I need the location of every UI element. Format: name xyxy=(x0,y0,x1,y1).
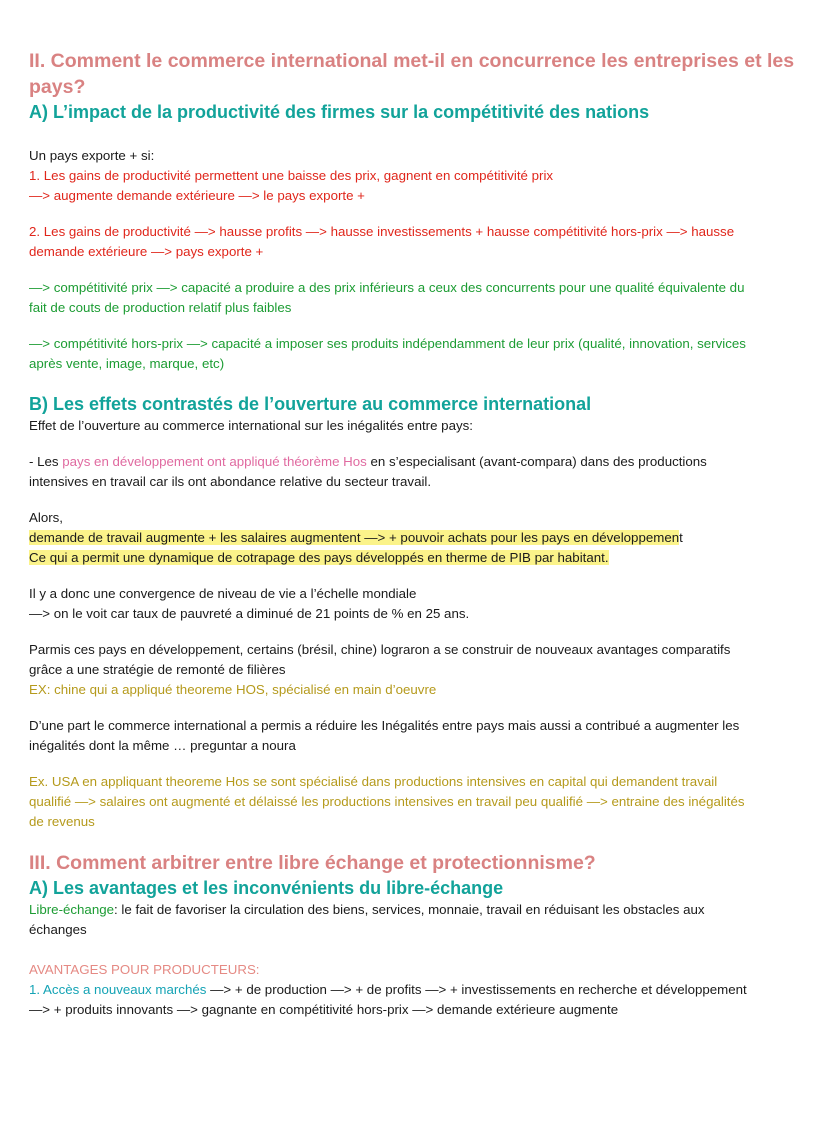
parmis-line-2: grâce a une stratégie de remonté de filières xyxy=(29,662,286,677)
convergence-line-1: Il y a donc une convergence de niveau de vie a l’échelle mondiale xyxy=(29,586,417,601)
effects-intro: Effet de l’ouverture au commerce international sur les inégalités entre pays: xyxy=(29,418,473,433)
section-2-title: II. Comment le commerce international met-il en concurrence les entreprises et les pays? xyxy=(29,50,795,98)
convergence-line-2: —> on le voit car taux de pauvreté a diminué de 21 points de % en 25 ans. xyxy=(29,606,470,621)
item-1-line-2: —> augmente demande extérieure —> le pays exporte + xyxy=(29,188,365,203)
advantage-1-label: 1. Accès a nouveaux marchés xyxy=(29,982,207,997)
pays-dev-prefix: - Les xyxy=(29,454,63,469)
pays-dev-suffix: en s’especialisant (avant-compara) dans des productions xyxy=(366,454,707,469)
def-hors-prix-line-2: après vente, image, marque, etc) xyxy=(29,356,225,371)
example-usa-line-3: de revenus xyxy=(29,814,95,829)
item-2-line-2: demande extérieure —> pays exporte + xyxy=(29,244,264,259)
section-2a-title: A) L’impact de la productivité des firmes sur la compétitivité des nations xyxy=(29,102,650,122)
section-3-title: III. Comment arbitrer entre libre échange et protectionnisme? xyxy=(29,852,596,874)
section-3a-title: A) Les avantages et les inconvénients du libre-échange xyxy=(29,878,504,898)
highlight-1-tail: t xyxy=(679,530,683,545)
def-prix-line-1: —> compétitivité prix —> capacité a produire a des prix inférieurs a ceux des concurrents pour une qualité équivalente du xyxy=(29,280,745,295)
section-2b-title: B) Les effets contrastés de l’ouverture au commerce international xyxy=(29,394,592,414)
highlight-1-marked: demande de travail augmente + les salaires augmentent —> + pouvoir achats pour les pays en développemen xyxy=(29,530,680,545)
libre-echange-def-line-1 xyxy=(29,900,800,920)
alors: Alors, xyxy=(29,510,63,525)
def-prix-line-2: fait de couts de production relatif plus faibles xyxy=(29,300,292,315)
advantage-1-line-1 xyxy=(29,980,800,1000)
example-chine: EX: chine qui a appliqué theoreme HOS, spécialisé en main d’oeuvre xyxy=(29,682,437,697)
libre-echange-def: : le fait de favoriser la circulation des biens, services, monnaie, travail en réduisant les obstacles aux xyxy=(114,902,705,917)
dune-part-line-1: D’une part le commerce international a permis a réduire les Inégalités entre pays mais aussi a contribué a augmenter les xyxy=(29,718,740,733)
advantage-1-text: —> + de production —> + de profits —> + investissements en recherche et développement xyxy=(206,982,747,997)
libre-echange-def-line-2: échanges xyxy=(29,922,87,937)
highlight-line-2 xyxy=(29,548,800,568)
pays-dev-line-1 xyxy=(29,452,800,472)
item-1-line-1: 1. Les gains de productivité permettent une baisse des prix, gagnent en compétitivité prix xyxy=(29,168,554,183)
libre-echange-term: Libre-échange xyxy=(29,902,115,917)
item-2-line-1: 2. Les gains de productivité —> hausse profits —> hausse investissements + hausse compétitivité hors-prix —> hausse xyxy=(29,224,735,239)
pays-dev-line-2: intensives en travail car ils ont abondance relative du secteur travail. xyxy=(29,474,432,489)
pays-dev-highlight: pays en développement ont appliqué théorème Hos xyxy=(62,454,367,469)
highlight-2-marked: Ce qui a permit une dynamique de cotrapage des pays développés en therme de PIB par habitant. xyxy=(29,550,609,565)
dune-part-line-2: inégalités dont la même … preguntar a noura xyxy=(29,738,296,753)
avantages-heading: AVANTAGES POUR PRODUCTEURS: xyxy=(29,962,260,977)
example-usa-line-2: qualifié —> salaires ont augmenté et délaissé les productions intensives en travail peu qualifié —> entraine des inégalités xyxy=(29,794,745,809)
example-usa-line-1: Ex. USA en appliquant theoreme Hos se sont spécialisé dans productions intensives en capital qui demandent travail xyxy=(29,774,718,789)
parmis-line-1: Parmis ces pays en développement, certains (brésil, chine) lograron a se construir de nouveaux avantages comparatifs xyxy=(29,642,731,657)
export-intro: Un pays exporte + si: xyxy=(29,148,155,163)
highlight-line-1 xyxy=(29,528,800,548)
advantage-1-line-2: —> + produits innovants —> gagnante en compétitivité hors-prix —> demande extérieure augmente xyxy=(29,1002,619,1017)
def-hors-prix-line-1: —> compétitivité hors-prix —> capacité a imposer ses produits indépendamment de leur prix (qualité, innovation, services xyxy=(29,336,746,351)
